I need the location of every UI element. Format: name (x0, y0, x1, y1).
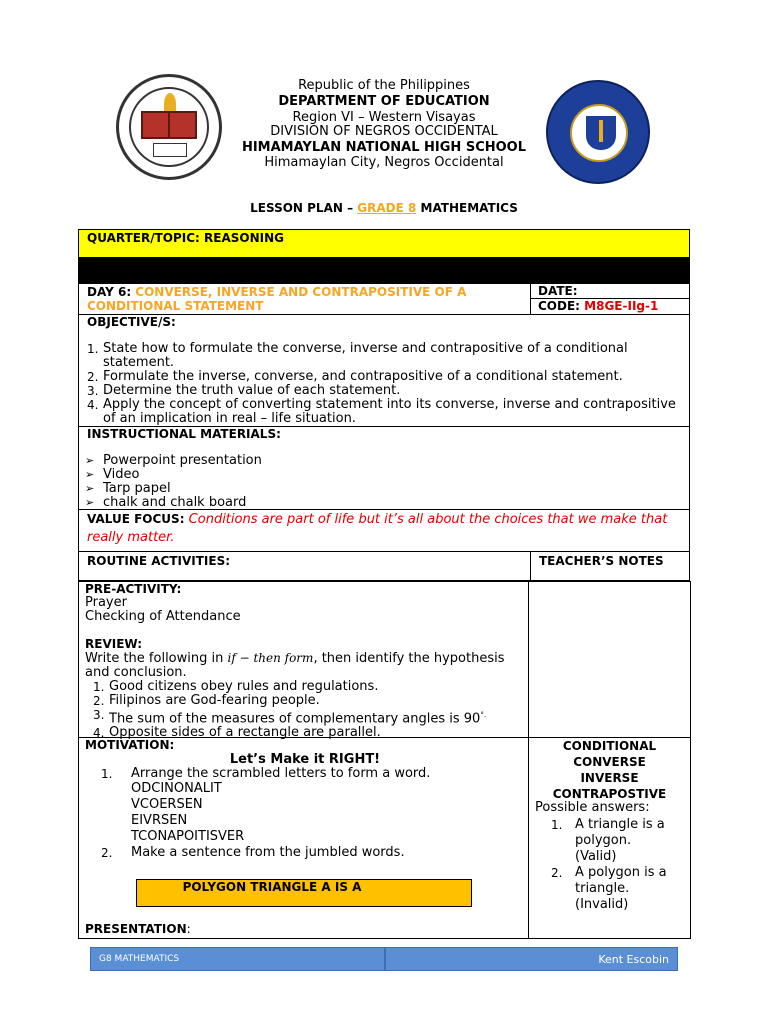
quarter-topic: QUARTER/TOPIC: REASONING (87, 231, 284, 245)
arrow-bullet-icon: ➢ (85, 468, 95, 481)
code-value: M8GE-IIg-1 (584, 299, 659, 313)
list-item: ➢ Tarp papel (85, 481, 171, 496)
list-item: 3. The sum of the measures of complementary angles is 90°. (93, 708, 487, 727)
day-topic: CONVERSE, INVERSE AND CONTRAPOSITIVE OF A CONDITIONAL STATEMENT (87, 285, 467, 313)
header-city: Himamaylan City, Negros Occidental (264, 155, 504, 170)
value-focus-label: VALUE FOCUS: (87, 512, 189, 526)
materials-section (78, 426, 690, 510)
arrow-bullet-icon: ➢ (85, 496, 95, 509)
footer-left-bar (90, 947, 385, 971)
scrambled-word: EIVRSEN (131, 813, 188, 828)
notes-heading: CONDITIONAL CONVERSE INVERSE CONTRAPOSTIVE (552, 739, 667, 801)
deped-seal-inner (570, 104, 628, 162)
title-subject: MATHEMATICS (416, 201, 518, 215)
date-label: DATE: (538, 284, 578, 298)
list-item: ➢ chalk and chalk board (85, 495, 247, 510)
title-prefix: LESSON PLAN – (250, 201, 358, 215)
teachers-notes-label: TEACHER’S NOTES (539, 554, 664, 568)
header-school: HIMAMAYLAN NATIONAL HIGH SCHOOL (241, 140, 527, 155)
motivation-title: Let’s Make it RIGHT! (229, 752, 381, 767)
value-focus-section (78, 509, 690, 552)
list-item: 1. Good citizens obey rules and regulations. (93, 679, 379, 694)
jumbled-words: POLYGON TRIANGLE A IS A (182, 880, 362, 894)
pre-activity-notes-cell (528, 581, 691, 738)
objectives-list (79, 342, 679, 426)
routine-activities-header (78, 551, 531, 581)
materials-label: INSTRUCTIONAL MATERIALS: (87, 427, 281, 441)
code-cell (530, 298, 690, 315)
letterhead (0, 0, 768, 190)
footer-author: Kent Escobin (598, 953, 669, 966)
possible-answers-label: Possible answers: (535, 800, 650, 815)
list-item: 2. A polygon is a triangle. (Invalid) (551, 865, 667, 912)
list-item: 1. State how to formulate the converse, inverse and contrapositive of a conditional statement. (87, 341, 628, 370)
list-item: ➢ Powerpoint presentation (85, 453, 262, 468)
header-division: DIVISION OF NEGROS OCCIDENTAL (270, 124, 498, 139)
header-line-1: Republic of the Philippines (298, 78, 470, 93)
review-label: REVIEW: (85, 637, 143, 651)
motivation-notes-cell (528, 737, 691, 939)
presentation-label: PRESENTATION: (85, 922, 191, 936)
list-item: 2. Filipinos are God-fearing people. (93, 693, 320, 708)
motivation-steps-2 (85, 846, 525, 860)
review-intro: Write the following in if − then form, then identify the hypothesis and conclusion. (85, 651, 505, 680)
footer-right-bar (385, 947, 678, 971)
list-item: 2. Formulate the inverse, converse, and contrapositive of a conditional statement. (87, 369, 623, 384)
black-divider-row (78, 257, 690, 284)
quarter-topic-row (78, 229, 690, 258)
objectives-section (78, 314, 690, 427)
scrambled-word: TCONAPOITISVER (131, 829, 245, 844)
list-item: 3. Determine the truth value of each statement. (87, 383, 401, 398)
title-grade: GRADE 8 (357, 201, 417, 215)
code-label: CODE: (538, 299, 585, 313)
list-item: 1. A triangle is a polygon. (Valid) (551, 817, 665, 864)
day-label: DAY 6: (87, 285, 136, 299)
pre-activity-label: PRE-ACTIVITY: (85, 582, 182, 596)
if-then-math: if − then form (227, 651, 314, 665)
prayer-text: Prayer (85, 595, 127, 610)
lesson-plan-title (0, 201, 768, 215)
possible-answers-list (535, 817, 685, 913)
motivation-steps (85, 767, 525, 781)
teachers-notes-header (530, 551, 690, 581)
pre-activity-review-cell (78, 581, 529, 741)
objectives-label: OBJECTIVE/S: (87, 315, 176, 329)
list-item: 4. Opposite sides of a rectangle are parallel. (93, 725, 381, 741)
list-item: 4. Apply the concept of converting statement into its converse, inverse and contrapositive of an implication in real – life situation. (87, 397, 676, 426)
arrow-bullet-icon: ➢ (85, 454, 95, 467)
attendance-text: Checking of Attendance (85, 609, 241, 624)
date-cell (530, 283, 690, 299)
arrow-bullet-icon: ➢ (85, 482, 95, 495)
motivation-label: MOTIVATION: (85, 738, 175, 752)
header-department: DEPARTMENT OF EDUCATION (278, 94, 490, 109)
header-region: Region VI – Western Visayas (292, 110, 476, 125)
motivation-cell (78, 737, 529, 939)
materials-list (79, 454, 679, 510)
list-item: ➢ Video (85, 467, 140, 482)
value-focus-text: Conditions are part of life but it’s all about the choices that we make that really matter. (87, 512, 668, 545)
footer-subject: G8 MATHEMATICS (99, 954, 180, 964)
list-item: 2. Make a sentence from the jumbled words. (101, 845, 405, 860)
deped-seal-logo (546, 80, 650, 184)
jumbled-words-box (136, 879, 472, 907)
review-list (85, 680, 525, 740)
list-item: 1. Arrange the scrambled letters to form a word. (101, 766, 431, 781)
shield-icon (586, 116, 616, 150)
scrambled-word: ODCINONALIT (131, 781, 222, 796)
day-topic-cell (78, 283, 531, 315)
routine-label: ROUTINE ACTIVITIES: (87, 554, 231, 568)
scrambled-word: VCOERSEN (131, 797, 203, 812)
